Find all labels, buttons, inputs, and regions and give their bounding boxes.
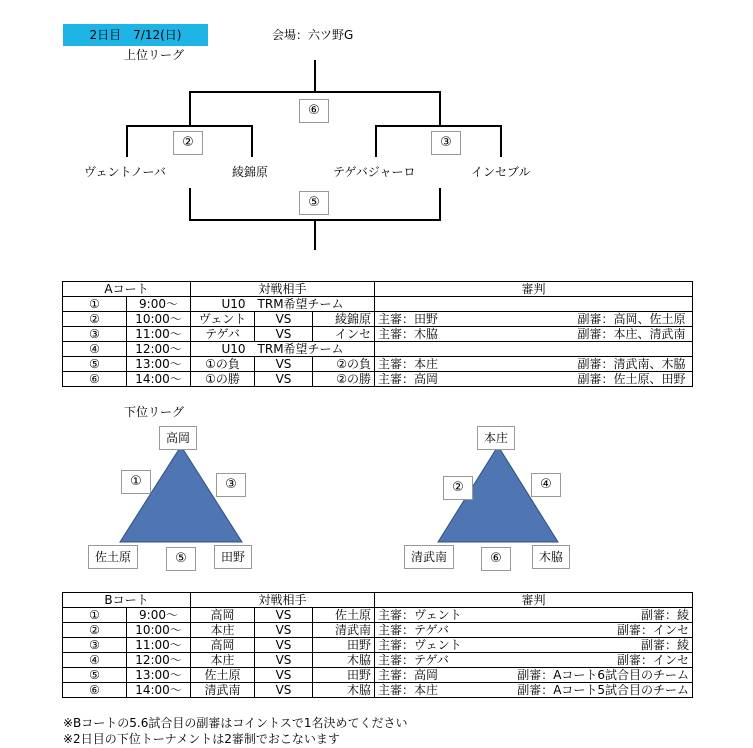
venue-label: 会場：六ツ野G (272, 28, 354, 42)
match-time: 12:00～ (127, 653, 191, 668)
main-referee: 主審：ヴェント (378, 608, 462, 622)
main-referee: 主審：高岡 (378, 668, 439, 682)
team-1: テゲバ (191, 327, 255, 342)
vs-label: VS (255, 653, 313, 668)
match-time: 12:00～ (127, 342, 191, 357)
match-no: ⑤ (63, 668, 127, 683)
sub-referee: 副審：綾 (641, 638, 690, 652)
sub-referee: 副審：高岡、佐土原 (577, 312, 686, 326)
table-header-row (63, 593, 693, 608)
team-2: インセ (313, 327, 375, 342)
team-2: 木脇 (313, 683, 375, 698)
table-row (63, 653, 693, 668)
team-1: ヴェント (191, 312, 255, 327)
lower-league-title: 下位リーグ (124, 405, 185, 419)
main-referee: 主審：テゲバ (378, 623, 449, 637)
team-honjo: 本庄 (477, 426, 515, 450)
vs-label: VS (255, 327, 313, 342)
team-1: 佐土原 (191, 668, 255, 683)
match-time: 10:00～ (127, 312, 191, 327)
match-time: 11:00～ (127, 327, 191, 342)
vs-label: VS (255, 668, 313, 683)
table-row (63, 623, 693, 638)
sub-referee: 副審：インセ (617, 623, 690, 637)
match-time: 13:00～ (127, 668, 191, 683)
team-1: ①の負 (191, 357, 255, 372)
team-1: 本庄 (191, 653, 255, 668)
team-2: 田野 (313, 638, 375, 653)
match-no: ② (63, 623, 127, 638)
table-row (63, 668, 693, 683)
court-header: Bコート (63, 593, 191, 608)
match-no: ④ (63, 342, 127, 357)
sub-referee: 副審：Aコート5試合目のチーム (517, 683, 690, 697)
team-takaoka: 高岡 (159, 426, 197, 450)
match-no: ⑤ (63, 357, 127, 372)
sub-referee: 副審：Aコート6試合目のチーム (517, 668, 690, 682)
match-number-right-6: ⑥ (481, 547, 511, 571)
vs-label: VS (255, 312, 313, 327)
match-number-left-1: ① (121, 470, 151, 494)
match-time: 13:00～ (127, 357, 191, 372)
match-number-bottom: ⑤ (299, 191, 329, 215)
referee-cell (375, 653, 693, 668)
vs-label: VS (255, 372, 313, 387)
match-no: ⑥ (63, 683, 127, 698)
team-tegevajaro: テゲバジャーロ (333, 165, 416, 179)
match-number-left: ② (173, 131, 203, 155)
match-no: ③ (63, 638, 127, 653)
team-2: 綾錦原 (313, 312, 375, 327)
vs-label: VS (255, 608, 313, 623)
court-header: Aコート (63, 282, 191, 297)
referee-header: 審判 (375, 282, 693, 297)
team-kiwaki: 木脇 (532, 545, 570, 569)
sub-referee: 副審：佐土原、田野 (577, 372, 686, 386)
table-row (63, 638, 693, 653)
referee-header: 審判 (375, 593, 693, 608)
match-time: 9:00～ (127, 608, 191, 623)
match-no: ④ (63, 653, 127, 668)
team-1: 高岡 (191, 608, 255, 623)
team-tano: 田野 (214, 545, 252, 569)
match-time: 9:00～ (127, 297, 191, 312)
match-no: ③ (63, 327, 127, 342)
team-incebl: インセブル (471, 165, 531, 179)
main-referee: 主審：テゲバ (378, 653, 449, 667)
vs-label: VS (255, 623, 313, 638)
vs-label: VS (255, 357, 313, 372)
opponents-header: 対戦相手 (191, 282, 375, 297)
team-2: ②の勝 (313, 372, 375, 387)
match-number-final: ⑥ (299, 99, 329, 123)
sub-referee: 副審：インセ (617, 653, 690, 667)
team-1: ①の勝 (191, 372, 255, 387)
match-number-right-2: ② (443, 476, 473, 500)
match-no: ⑥ (63, 372, 127, 387)
match-time: 14:00～ (127, 683, 191, 698)
note-coin-toss: ※Bコートの5.6試合目の副審はコイントスで1名決めてください (63, 716, 408, 730)
team-ayanishikibara: 綾錦原 (232, 165, 269, 179)
match-teams: U10 TRM希望チーム (191, 297, 375, 312)
match-teams: U10 TRM希望チーム (191, 342, 375, 357)
note-two-referee: ※2日目の下位トーナメントは2審制でおこないます (63, 732, 340, 746)
upper-league-title: 上位リーグ (124, 48, 185, 62)
vs-label: VS (255, 683, 313, 698)
team-2: 清武南 (313, 623, 375, 638)
match-no: ② (63, 312, 127, 327)
match-number-right-4: ④ (531, 473, 561, 497)
referee-cell (375, 683, 693, 698)
team-ventonova: ヴェントノーバ (84, 165, 166, 179)
opponents-header: 対戦相手 (191, 593, 375, 608)
b-court-table (62, 592, 693, 698)
main-referee: 主審：田野 (378, 312, 439, 326)
table-row (63, 683, 693, 698)
team-2: 田野 (313, 668, 375, 683)
match-time: 14:00～ (127, 372, 191, 387)
referee-cell (375, 623, 693, 638)
team-sadowara: 佐土原 (88, 545, 138, 569)
team-2: 佐土原 (313, 608, 375, 623)
match-time: 11:00～ (127, 638, 191, 653)
team-1: 高岡 (191, 638, 255, 653)
team-2: 木脇 (313, 653, 375, 668)
table-row (63, 608, 693, 623)
main-referee: 主審：ヴェント (378, 638, 462, 652)
day-label: 2日目 7/12(日) (63, 24, 208, 46)
referee-cell (375, 608, 693, 623)
team-1: 清武南 (191, 683, 255, 698)
match-time: 10:00～ (127, 623, 191, 638)
team-kiyotakeminami: 清武南 (404, 545, 454, 569)
team-1: 本庄 (191, 623, 255, 638)
sub-referee: 副審：綾 (641, 608, 690, 622)
match-number-right: ③ (431, 131, 461, 155)
main-referee: 主審：木脇 (378, 327, 439, 341)
sub-referee: 副審：清武南、木脇 (577, 357, 686, 371)
referee-cell (375, 638, 693, 653)
team-2: ②の負 (313, 357, 375, 372)
vs-label: VS (255, 638, 313, 653)
main-referee: 主審：本庄 (378, 357, 439, 371)
match-number-left-5: ⑤ (166, 547, 196, 571)
match-number-left-3: ③ (216, 473, 246, 497)
match-no: ① (63, 608, 127, 623)
main-referee: 主審：本庄 (378, 683, 439, 697)
referee-cell (375, 668, 693, 683)
sub-referee: 副審：本庄、清武南 (577, 327, 686, 341)
match-no: ① (63, 297, 127, 312)
main-referee: 主審：高岡 (378, 372, 439, 386)
